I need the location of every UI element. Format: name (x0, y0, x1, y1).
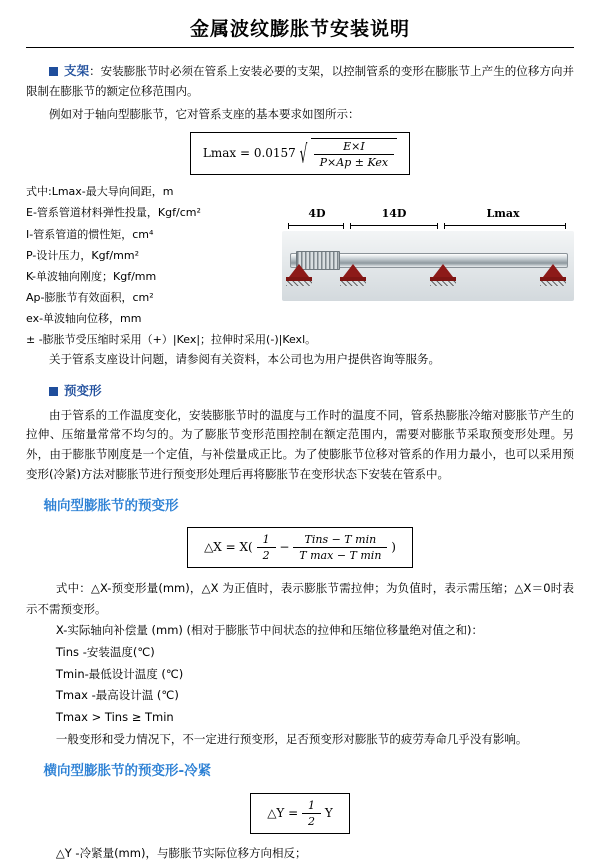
dimension-line-4d (288, 225, 344, 226)
lateral-half-denominator: 2 (308, 814, 316, 828)
axial-half-denominator: 2 (262, 548, 270, 562)
lateral-formula-half (302, 799, 321, 828)
axial-half-numerator: 1 (257, 533, 276, 548)
support-closing-block (0, 350, 600, 518)
lmax-formula-lhs: Lmax = 0.0157 (202, 146, 296, 161)
lateral-predeform-lines (0, 844, 600, 864)
support-triangle-icon (543, 264, 563, 277)
dimension-label-lmax: Lmax (486, 207, 520, 221)
pipe-support-guide-1 (340, 264, 366, 286)
support-closing: 关于管系支座设计问题，请参阅有关资料，本公司也为用户提供咨询等服务。 (49, 352, 440, 367)
lateral-half-numerator: 1 (302, 799, 321, 814)
lateral-formula-lhs: △Y = (267, 805, 299, 820)
definition-item: ex-单波轴向位移，mm (26, 311, 142, 325)
pipe-illustration (282, 231, 574, 301)
support-para-2: 例如对于轴向型膨胀节，它对管系支座的基本要求如图所示： (49, 106, 360, 121)
dimension-line-lmax (444, 225, 566, 226)
support-heading-text: ：安装膨胀节时必须在管系上安装必要的支架，以控制管系的变形在膨胀节上产生的位移方向并限制在膨胀节的额定位移范围内。 (26, 64, 574, 98)
lmax-numerator: √ E×I (314, 140, 394, 155)
square-bullet-icon (49, 387, 58, 396)
support-triangle-icon (343, 264, 363, 277)
pipe-support-anchor (286, 264, 312, 286)
lateral-predeform-heading: 横向型膨胀节的预变形-冷紧 (43, 763, 212, 780)
axial-line: Tmin-最低设计温度 (℃) (55, 666, 184, 681)
definitions-and-diagram (0, 181, 600, 350)
axial-predeform-formula (187, 527, 413, 568)
lmax-formula (190, 132, 410, 175)
axial-formula-lhs: △X = X( (204, 539, 253, 554)
lmax-formula-container (0, 132, 600, 175)
support-ground-hatch (430, 281, 456, 286)
lateral-formula-container (0, 793, 600, 834)
axial-line: Tins -安装温度(℃) (55, 645, 155, 660)
predeform-heading (26, 380, 574, 402)
support-ground-hatch (340, 281, 366, 286)
axial-formula-half (257, 533, 276, 562)
definition-item: ± -膨胀节受压缩时采用（+）|Kex|；拉伸时采用(-)|Kexl。 (26, 333, 317, 347)
support-heading-label: 支架 (64, 63, 90, 78)
axial-line: Tmax > Tins ≥ Tmin (55, 710, 174, 725)
dimension-lines (282, 222, 574, 229)
lateral-line: △Y -冷紧量(mm)，与膨胀节实际位移方向相反； (55, 845, 307, 860)
support-section (0, 60, 600, 124)
axial-predeform-heading: 轴向型膨胀节的预变形 (43, 497, 179, 514)
definition-item: K-单波轴向刚度；Kgf/mm (26, 269, 157, 283)
axial-line: 一般变形和受力情况下，不一定进行预变形，足否预变形对膨胀节的疲劳寿命几乎没有影响。 (55, 731, 528, 746)
support-ground-hatch (286, 281, 312, 286)
dimension-label-4d: 4D (308, 207, 326, 221)
axial-formula-minus: − (279, 539, 290, 554)
definition-item: 式中:Lmax-最大导向间距，m (26, 185, 174, 199)
predeform-heading-label: 预变形 (64, 382, 102, 398)
definition-item: I-管系管道的惯性矩，cm⁴ (26, 227, 154, 241)
axial-predeform-lines (0, 578, 600, 784)
axial-line: X-实际轴向补偿量 (mm) (相对于膨胀节中间状态的拉伸和压缩位移量绝对值之和)： (55, 623, 484, 638)
support-ground-hatch (540, 281, 566, 286)
title-divider (26, 47, 574, 48)
axial-line: 式中：△X-预变形量(mm)，△X 为正值时，表示膨胀节需拉伸；为负值时，表示需压缩；△X＝0时表示不需预变形。 (26, 580, 574, 616)
axial-temp-numerator: Tins − T min (293, 533, 387, 548)
support-triangle-icon (433, 264, 453, 277)
lateral-formula-rhs: Y (324, 805, 333, 820)
document-page (0, 14, 600, 860)
pipe-support-guide-2 (430, 264, 456, 286)
lateral-predeform-formula (250, 793, 350, 834)
support-heading (26, 60, 574, 102)
diagram-dimension-labels (282, 207, 574, 220)
definition-item: Ap-膨胀节有效面积，cm² (26, 290, 154, 304)
axial-temp-denominator: T max − T min (299, 548, 382, 562)
definition-item: E-管系管道材料弹性投量，Kgf/cm² (26, 206, 201, 220)
pipe-support-guide-3 (540, 264, 566, 286)
pipe-support-diagram (282, 207, 574, 301)
axial-line: Tmax -最高设计温 (℃) (55, 688, 179, 703)
lmax-radicand (311, 138, 397, 169)
square-bullet-icon (49, 67, 58, 76)
page-title: 金属波纹膨胀节安装说明 (189, 18, 410, 40)
lmax-denominator: P×Ap ± Kex (319, 156, 389, 170)
axial-formula-rhs: ) (391, 539, 396, 554)
predeform-para-1: 由于管系的工作温度变化，安装膨胀节时的温度与工作时的温度不同，管系热膨胀冷缩对膨胀节产生的拉伸、压缩量常常不均匀的。为了膨胀节变形范围控制在额定范围内，需要对膨胀节采取预变形处理。另外，由于膨胀节刚度是一个定值，与补偿量成正比。为了使膨胀节位移对管系的作用力最小，也可以采用预变形(冷紧)方法对膨胀节进行预变形处理后再将膨胀节在变形状态下安装在管系中。 (26, 407, 574, 481)
dimension-line-14d (350, 225, 438, 226)
support-triangle-icon (289, 264, 309, 277)
axial-formula-temp-fraction (293, 533, 387, 562)
lmax-fraction (314, 140, 394, 169)
sqrt-icon (300, 138, 397, 169)
dimension-label-14d: 14D (381, 207, 407, 221)
definition-item: P-设计压力，Kgf/mm² (26, 248, 139, 262)
axial-formula-container (0, 527, 600, 568)
